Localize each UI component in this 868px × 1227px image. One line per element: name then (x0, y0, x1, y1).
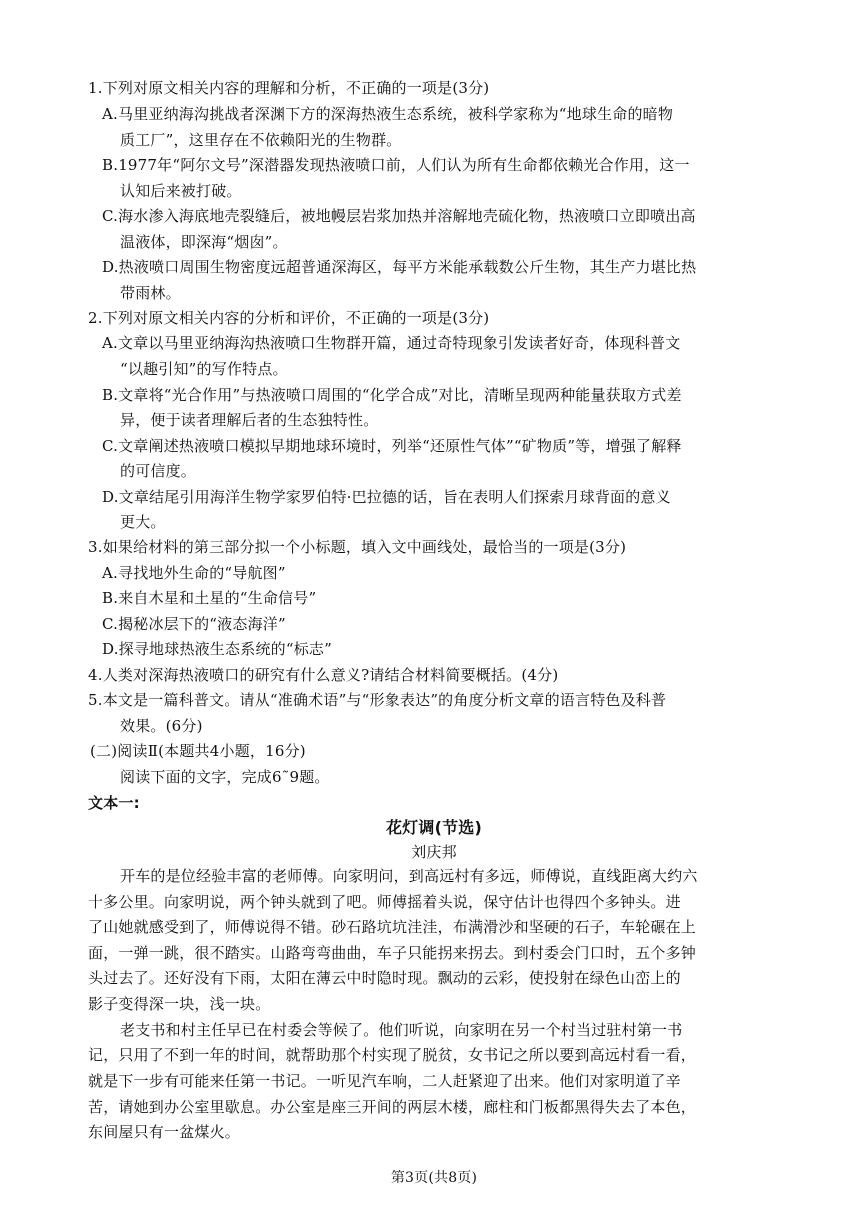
q4-stem: 4.人类对深海热液喷口的研究有什么意义?请结合材料简要概括。(4分) (88, 666, 559, 684)
q1-option-d-cont: 带雨林。 (120, 284, 181, 302)
q1-option-c: C.海水渗入海底地壳裂缝后，被地幔层岩浆加热并溶解地壳硫化物，热液喷口立即喷出高 (102, 207, 696, 225)
passage-title: 花灯调(节选) (385, 818, 483, 837)
q3-stem: 3.如果给材料的第三部分拟一个小标题，填入文中画线处，最恰当的一项是(3分) (88, 538, 627, 556)
q2-option-d-cont: 更大。 (120, 513, 166, 531)
q2-option-d: D.文章结尾引用海洋生物学家罗伯特·巴拉德的话，旨在表明人们探索月球背面的意义 (102, 488, 671, 506)
passage-line: 东间屋只有一盆煤火。 (88, 1123, 241, 1141)
passage-line: 影子变得深一块，浅一块。 (88, 995, 271, 1013)
q5-stem-cont: 效果。(6分) (120, 717, 203, 735)
q2-option-b-cont: 异，便于读者理解后者的生态独特性。 (120, 411, 379, 429)
q1-option-a-cont: 质工厂”，这里存在不依赖阳光的生物群。 (120, 131, 402, 149)
passage-line: 开车的是位经验丰富的老师傅。向家明问，到高远村有多远，师傅说，直线距离大约六 (120, 867, 698, 885)
section2-instruction: 阅读下面的文字，完成6˜9题。 (120, 768, 330, 786)
passage-line: 十多公里。向家明说，两个钟头就到了吧。师傅摇着头说，保守估计也得四个多钟头。进 (88, 893, 681, 911)
page-number: 第3页(共8页) (390, 1170, 478, 1186)
text1-label: 文本一: (88, 794, 140, 812)
q3-option-c: C.揭秘冰层下的“液态海洋” (102, 615, 286, 633)
q2-option-c-cont: 的可信度。 (120, 462, 197, 480)
passage-line: 老支书和村主任早已在村委会等候了。他们听说，向家明在另一个村当过驻村第一书 (120, 1021, 683, 1039)
q1-option-a: A.马里亚纳海沟挑战者深渊下方的深海热液生态系统，被科学家称为“地球生命的暗物 (102, 105, 674, 123)
q3-option-a: A.寻找地外生命的“导航图” (102, 564, 286, 582)
q2-stem: 2.下列对原文相关内容的分析和评价，不正确的一项是(3分) (88, 309, 490, 327)
passage-author: 刘庆邦 (411, 843, 457, 861)
q2-option-b: B.文章将“光合作用”与热液喷口周围的“化学合成”对比，清晰呈现两种能量获取方式差 (102, 386, 682, 404)
passage-line: 头过去了。还好没有下雨，太阳在薄云中时隐时现。飘动的云彩，使投射在绿色山峦上的 (88, 969, 681, 987)
q1-stem: 1.下列对原文相关内容的理解和分析，不正确的一项是(3分) (88, 79, 490, 97)
q2-option-c: C.文章阐述热液喷口模拟早期地球环境时，列举“还原性气体”“矿物质”等，增强了解释 (102, 437, 682, 455)
q5-stem: 5.本文是一篇科普文。请从“准确术语”与“形象表达”的角度分析文章的语言特色及科普 (88, 691, 667, 709)
passage-line: 了山她就感受到了，师傅说得不错。砂石路坑坑洼洼，布满滑沙和坚硬的石子，车轮碾在上 (88, 918, 697, 936)
q2-option-a: A.文章以马里亚纳海沟热液喷口生物群开篇，通过奇特现象引发读者好奇，体现科普文 (102, 334, 681, 352)
passage-line: 记，只用了不到一年的时间，就帮助那个村实现了脱贫，女书记之所以要到高远村看一看， (88, 1046, 697, 1064)
passage-line: 苦，请她到办公室里歇息。办公室是座三开间的两层木楼，廊柱和门板都黑得失去了本色， (88, 1098, 697, 1116)
passage-line: 面，一弹一跳，很不踏实。山路弯弯曲曲，车子只能拐来拐去。到村委会门口时，五个多钟 (88, 944, 697, 962)
q2-option-a-cont: “以趣引知”的写作特点。 (120, 360, 288, 378)
q3-option-d: D.探寻地球热液生态系统的“标志” (102, 640, 332, 658)
section2-heading: (二)阅读Ⅱ(本题共4小题，16分) (90, 742, 306, 760)
passage-line: 就是下一步有可能来任第一书记。一听见汽车响，二人赶紧迎了出来。他们对家明道了辛 (88, 1072, 681, 1090)
q1-option-c-cont: 温液体，即深海“烟囱”。 (120, 233, 288, 251)
q1-option-d: D.热液喷口周围生物密度远超普通深海区，每平方米能承载数公斤生物，其生产力堪比热 (102, 258, 697, 276)
q1-option-b: B.1977年“阿尔文号”深潜器发现热液喷口前，人们认为所有生命都依赖光合作用，这一 (102, 156, 690, 174)
q1-option-b-cont: 认知后来被打破。 (120, 182, 242, 200)
q3-option-b: B.来自木星和土星的“生命信号” (102, 589, 317, 607)
